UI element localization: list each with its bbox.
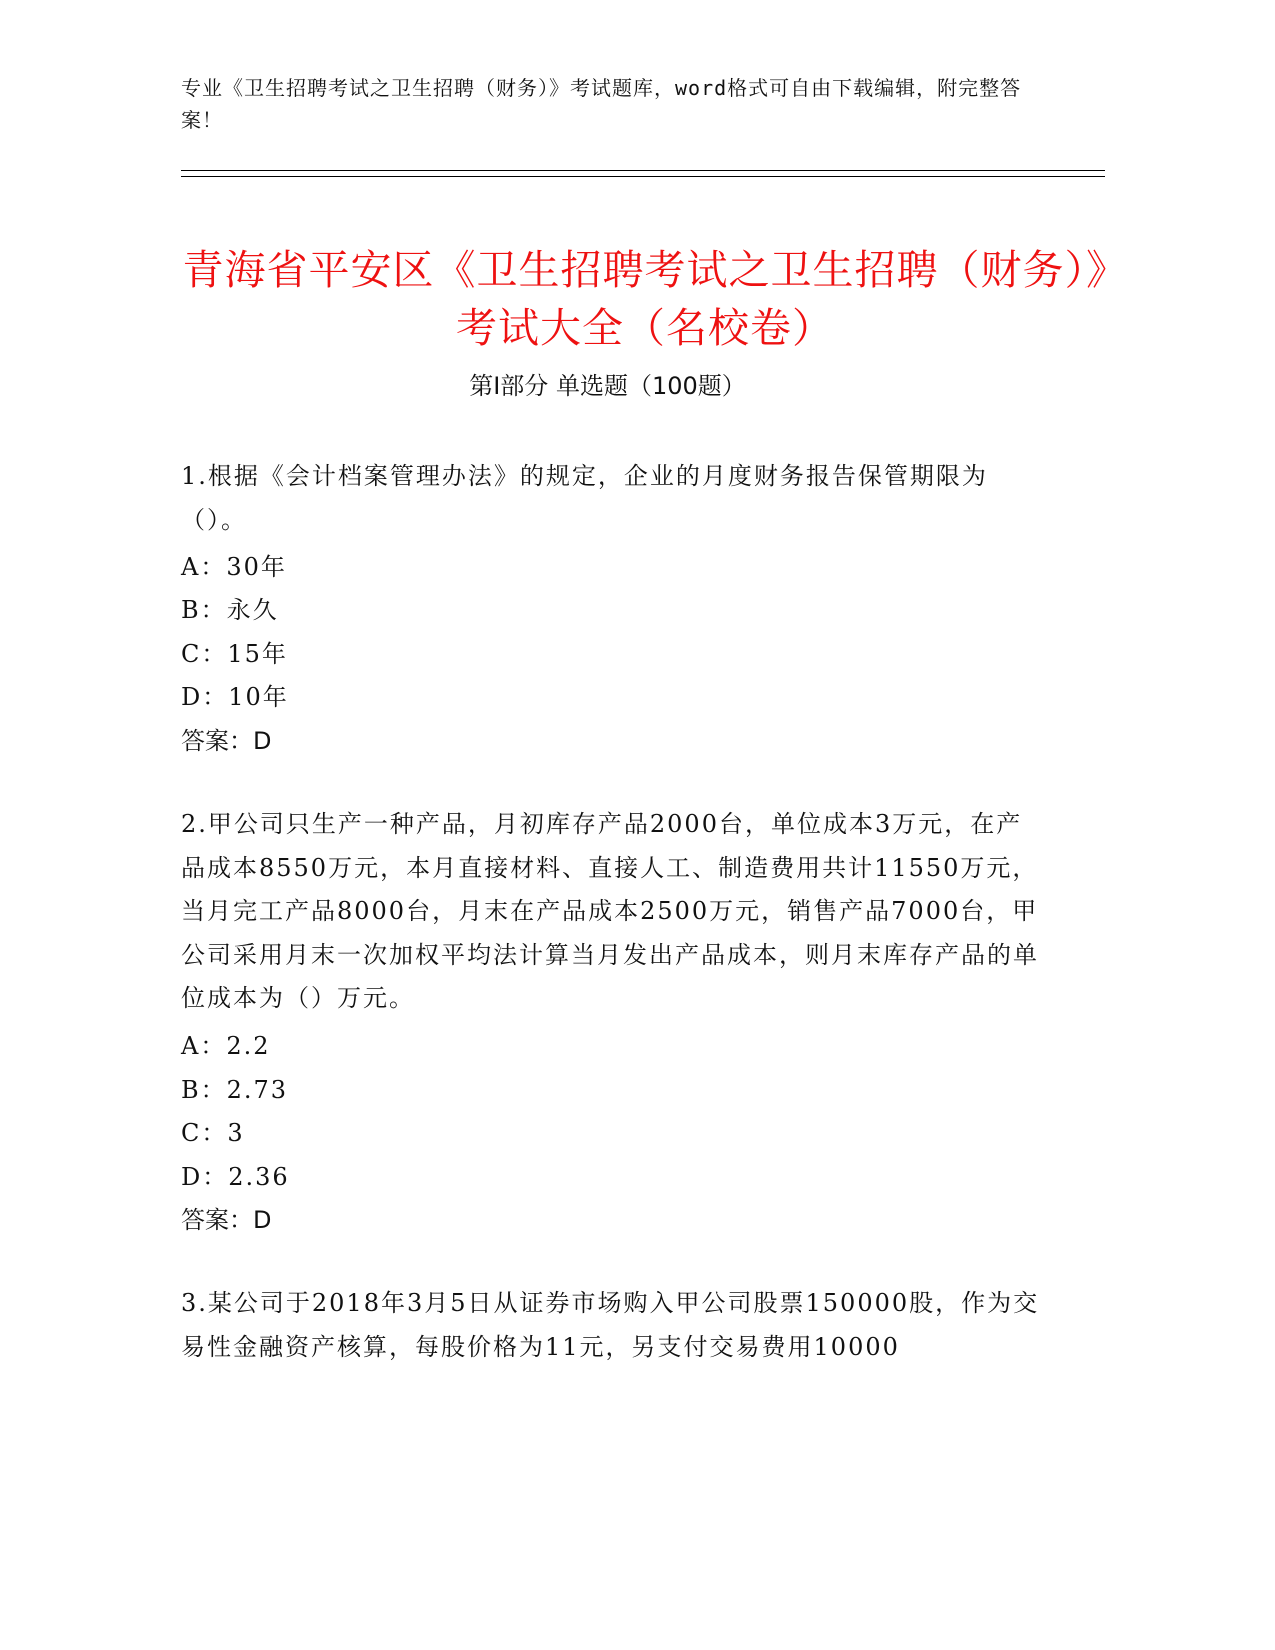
header-note: 专业《卫生招聘考试之卫生招聘（财务）》考试题库，word格式可自由下载编辑，附完整答案！ xyxy=(181,76,1022,132)
question-3-text: 3.某公司于2018年3月5日从证券市场购入甲公司股票150000股，作为交易性金融资产核算，每股价格为11元，另支付交易费用10000 xyxy=(181,1289,1040,1361)
question-2-text: 2.甲公司只生产一种产品，月初库存产品2000台，单位成本3万元，在产品成本8550万元，本月直接材料、直接人工、制造费用共计11550万元，当月完工产品8000台，月末在产品成本2500万元，销售产品7000台，甲公司采用月末一次加权平均法计算当月发出产品成本，则月末库存产品的单位成本为（）万元。 xyxy=(181,810,1039,1012)
question-1-option-d: D：10年 xyxy=(181,683,289,711)
question-2-option-c: C：3 xyxy=(181,1119,245,1147)
question-1-option-a: A：30年 xyxy=(181,553,287,581)
question-2-option-a: A：2.2 xyxy=(181,1032,271,1060)
question-1-option-b: B：永久 xyxy=(181,596,279,624)
question-1-option-c: C：15年 xyxy=(181,640,288,668)
question-2-option-d: D：2.36 xyxy=(181,1163,290,1191)
question-2-answer: 答案：D xyxy=(181,1206,272,1234)
question-1-text: 1.根据《会计档案管理办法》的规定，企业的月度财务报告保管期限为（）。 xyxy=(181,462,988,534)
question-2-option-b: B：2.73 xyxy=(181,1076,289,1104)
document-title: 青海省平安区《卫生招聘考试之卫生招聘（财务）》考试大全（名校卷） xyxy=(182,246,1108,353)
section-title: 第I部分 单选题（100题） xyxy=(469,372,746,400)
question-1-answer: 答案：D xyxy=(181,727,272,755)
header-rule-bottom xyxy=(181,176,1105,177)
header-rule-top xyxy=(181,170,1105,171)
